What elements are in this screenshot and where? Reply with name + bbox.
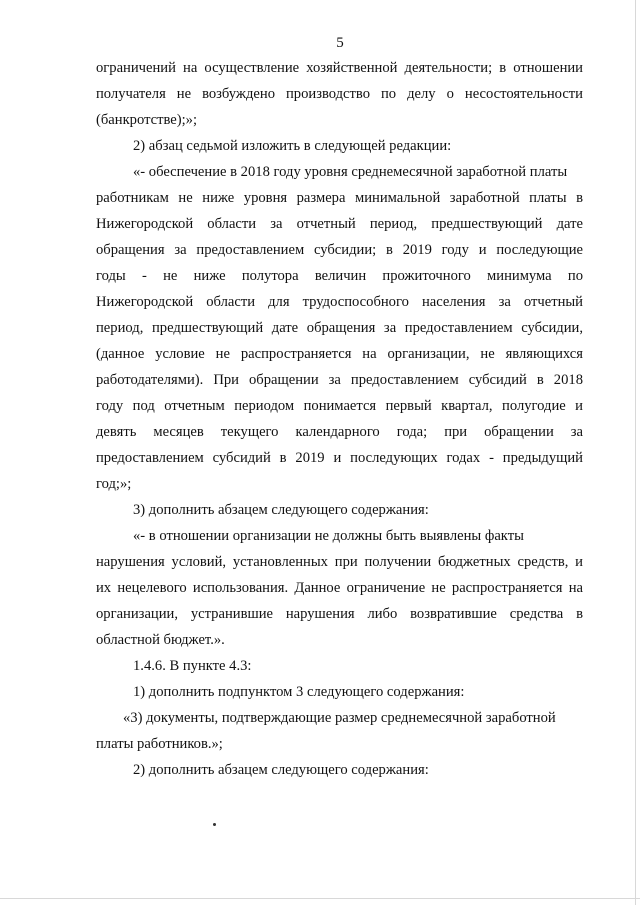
text-line: организации, устранившие нарушения либо возвратившие средства в xyxy=(96,606,583,622)
text-line: период, предшествующий дате обращения за предоставлением субсидии, xyxy=(96,320,583,336)
text-line: областной бюджет.». xyxy=(96,632,225,648)
text-line: Нижегородской области для трудоспособного населения за отчетный xyxy=(96,294,583,310)
page-number: 5 xyxy=(336,35,344,51)
text-line: (банкротстве);»; xyxy=(96,112,198,128)
scan-edge-right xyxy=(635,0,636,905)
text-line: 3) дополнить абзацем следующего содержания: xyxy=(133,502,429,518)
text-line: работодателями). При обращении за предоставлением субсидий в 2018 xyxy=(96,372,583,388)
scan-edge-bottom xyxy=(0,898,640,899)
text-line: 2) абзац седьмой изложить в следующей редакции: xyxy=(133,138,452,154)
text-line: ограничений на осуществление хозяйственной деятельности; в отношении xyxy=(96,60,583,76)
text-line: (данное условие не распространяется на организации, не являющихся xyxy=(96,346,583,362)
text-line: «- в отношении организации не должны быть выявлены факты xyxy=(133,528,524,544)
text-line: обращения за предоставлением субсидии; в 2019 году и последующие xyxy=(96,242,583,258)
text-line: девять месяцев текущего календарного года; при обращении за xyxy=(96,424,583,440)
text-line: «3) документы, подтверждающие размер среднемесячной заработной xyxy=(123,710,556,726)
text-line: Нижегородской области за отчетный период, предшествующий дате xyxy=(96,216,583,232)
text-line: годы - не ниже полутора величин прожиточного минимума по xyxy=(96,268,583,284)
text-line: «- обеспечение в 2018 году уровня среднемесячной заработной платы xyxy=(133,164,568,180)
text-line: работникам не ниже уровня размера минимальной заработной платы в xyxy=(96,190,583,206)
text-line: получателя не возбуждено производство по делу о несостоятельности xyxy=(96,86,583,102)
text-line: их нецелевого использования. Данное ограничение не распространяется на xyxy=(96,580,583,596)
text-line: нарушения условий, установленных при получении бюджетных средств, и xyxy=(96,554,583,570)
text-line: 1) дополнить подпунктом 3 следующего содержания: xyxy=(133,684,465,700)
scan-speck xyxy=(213,823,216,826)
text-line: 1.4.6. В пункте 4.3: xyxy=(133,658,252,674)
text-line: 2) дополнить абзацем следующего содержания: xyxy=(133,762,429,778)
text-line: платы работников.»; xyxy=(96,736,223,752)
text-line: предоставлением субсидий в 2019 и последующих годах - предыдущий xyxy=(96,450,583,466)
text-line: год;»; xyxy=(96,476,132,492)
text-line: году под отчетным периодом понимается первый квартал, полугодие и xyxy=(96,398,583,414)
